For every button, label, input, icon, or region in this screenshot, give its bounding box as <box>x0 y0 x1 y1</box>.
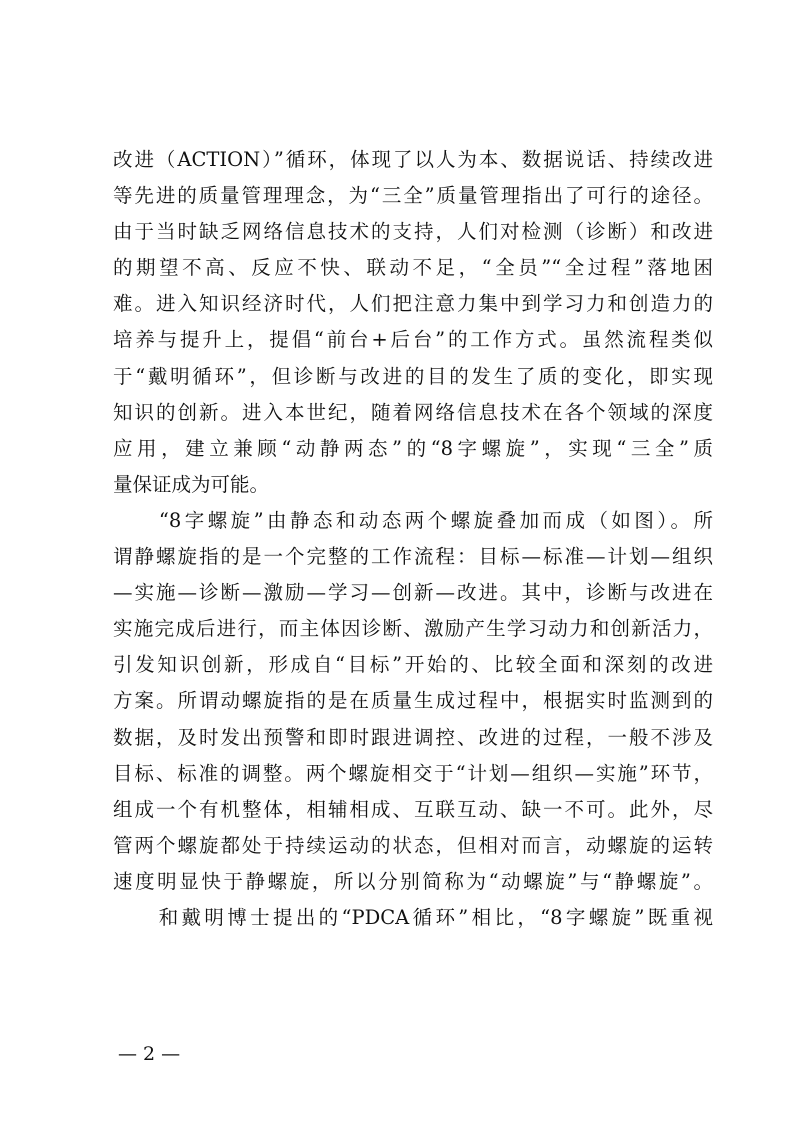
text-line: 速度明显快于静螺旋，所以分别简称为“动螺旋”与“静螺旋”。 <box>113 869 713 893</box>
text-line: 谓静螺旋指的是一个完整的工作流程：目标—标准—计划—组织 <box>113 545 713 569</box>
text-line: 由于当时缺乏网络信息技术的支持，人们对检测（诊断）和改进 <box>113 220 713 244</box>
text-line: 数据，及时发出预警和即时跟进调控、改进的过程，一般不涉及 <box>113 725 713 749</box>
body-text <box>113 142 713 936</box>
text-line: 于“戴明循环”，但诊断与改进的目的发生了质的变化，即实现 <box>113 364 713 388</box>
text-line: 等先进的质量管理理念，为“三全”质量管理指出了可行的途径。 <box>113 184 713 208</box>
text-line: 知识的创新。进入本世纪，随着网络信息技术在各个领域的深度 <box>113 400 713 424</box>
page-number: — 2 — <box>118 1043 181 1065</box>
text-line: 管两个螺旋都处于持续运动的状态，但相对而言，动螺旋的运转 <box>113 833 713 857</box>
text-line: 的期望不高、反应不快、联动不足，“全员”“全过程”落地困 <box>113 256 713 280</box>
text-line: 实施完成后进行，而主体因诊断、激励产生学习动力和创新活力， <box>113 617 713 641</box>
text-line: 应用，建立兼顾“动静两态”的“8字螺旋”，实现“三全”质 <box>113 436 713 460</box>
text-line: 培养与提升上，提倡“前台+后台”的工作方式。虽然流程类似 <box>113 328 713 352</box>
text-line: 引发知识创新，形成自“目标”开始的、比较全面和深刻的改进 <box>113 653 713 677</box>
text-line: 难。进入知识经济时代，人们把注意力集中到学习力和创造力的 <box>113 292 713 316</box>
text-line: 改进（ACTION）”循环，体现了以人为本、数据说话、持续改进 <box>113 148 713 171</box>
text-line: 目标、标准的调整。两个螺旋相交于“计划—组织—实施”环节， <box>113 761 713 785</box>
text-line: 量保证成为可能。 <box>113 472 270 496</box>
text-line: —实施—诊断—激励—学习—创新—改进。其中，诊断与改进在 <box>113 581 713 605</box>
text-line: 方案。所谓动螺旋指的是在质量生成过程中，根据实时监测到的 <box>113 689 713 713</box>
text-line: 组成一个有机整体，相辅相成、互联互动、缺一不可。此外，尽 <box>113 797 713 821</box>
text-line: 和戴明博士提出的“PDCA循环”相比，“8字螺旋”既重视 <box>113 905 713 929</box>
text-line: “8字螺旋”由静态和动态两个螺旋叠加而成（如图）。所 <box>113 508 713 532</box>
